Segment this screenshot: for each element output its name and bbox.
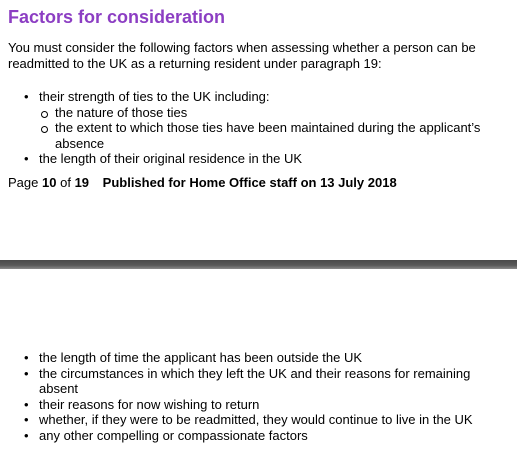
sub-list-item: the extent to which those ties have been maintained during the applicant’s absence [39, 120, 509, 151]
of-label: of [60, 175, 71, 190]
published-note: Published for Home Office staff on 13 July 2018 [102, 175, 397, 190]
next-page-factors-list [0, 350, 509, 444]
list-item: • the length of their original residence in the UK [0, 151, 509, 167]
sub-factors-list [39, 105, 509, 152]
factors-list [0, 89, 509, 167]
list-item: • their reasons for now wishing to return [0, 397, 509, 413]
list-item: • the length of time the applicant has been outside the UK [0, 350, 509, 366]
section-heading: Factors for consideration [8, 7, 226, 27]
intro-paragraph: You must consider the following factors when assessing whether a person can be readmitted to the UK as a returning resident under paragraph 19: [8, 40, 476, 71]
total-pages: 19 [74, 175, 90, 190]
page-footer [8, 175, 397, 191]
list-item: • the circumstances in which they left the UK and their reasons for remaining absent [0, 366, 509, 397]
list-item: • any other compelling or compassionate factors [0, 428, 509, 444]
list-item [0, 89, 509, 151]
page-separator [0, 260, 517, 269]
page-label: Page [8, 175, 39, 190]
sub-list-item: the nature of those ties [39, 105, 509, 121]
factor-text: their strength of ties to the UK including: [39, 89, 270, 104]
page-number: 10 [42, 175, 57, 190]
list-item: • whether, if they were to be readmitted, they would continue to live in the UK [0, 412, 509, 428]
